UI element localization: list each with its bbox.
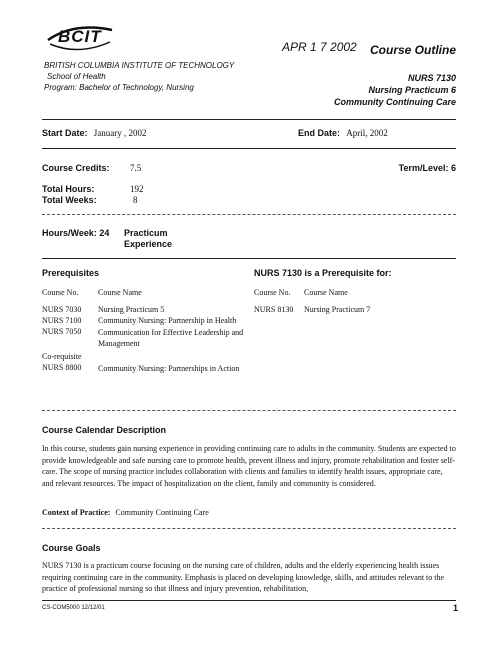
doc-title: Course Outline xyxy=(370,43,457,57)
footer-code: CS-COM5000 12/12/01 xyxy=(42,605,105,611)
course-name: Nursing Practicum 7 xyxy=(304,305,371,314)
context-value: Community Continuing Care xyxy=(115,508,209,517)
program-name: Program: Bachelor of Technology, Nursing xyxy=(44,83,194,92)
table-row xyxy=(42,305,81,314)
course-no: NURS 8130 xyxy=(254,305,294,314)
course-no: NURS 8800 xyxy=(42,363,82,372)
start-date xyxy=(42,128,147,138)
divider xyxy=(42,258,456,259)
institute-name: BRITISH COLUMBIA INSTITUTE OF TECHNOLOGY xyxy=(44,61,235,70)
course-name: Communication for Effective Leadership and Management xyxy=(98,328,244,348)
calendar-heading: Course Calendar Description xyxy=(42,425,167,435)
coreq-label: Co-requisite xyxy=(42,352,82,361)
weeks-label: Total Weeks: xyxy=(42,195,97,205)
page-number: 1 xyxy=(452,603,458,613)
context-label: Context of Practice: xyxy=(42,508,111,517)
bcit-logo xyxy=(44,20,116,54)
prereq-for-col-name: Course Name xyxy=(304,288,348,297)
term-level: Term/Level: 6 xyxy=(398,163,456,173)
received-stamp: APR 1 7 2002 xyxy=(282,40,357,54)
divider xyxy=(42,600,456,601)
credits-value: 7.5 xyxy=(130,163,142,173)
prereq-for-heading: NURS 7130 is a Prerequisite for: xyxy=(254,268,392,278)
school-name: School of Health xyxy=(47,72,106,81)
goals-body: NURS 7130 is a practicum course focusing on the nursing care of children, adults and the elderly experiencing health issues requiring continuing care in the community. Emphasis is placed on developing knowledge, skills, and attitudes relevant to the practice of professional nursing so that illness and injury prevention, rehabilitation, xyxy=(42,561,445,593)
start-date-value: January , 2002 xyxy=(93,128,147,138)
context-of-practice xyxy=(42,508,209,517)
prerequisites-heading: Prerequisites xyxy=(42,268,100,278)
course-name: Community Nursing: Partnerships in Action xyxy=(98,364,240,373)
divider xyxy=(42,410,456,411)
practicum-type-2: Experience xyxy=(124,239,173,249)
divider xyxy=(42,528,456,529)
logo-text: BCIT xyxy=(58,27,102,46)
hours-value: 192 xyxy=(130,184,144,194)
course-no: NURS 7030 xyxy=(42,305,82,314)
divider xyxy=(42,119,456,120)
end-date xyxy=(298,128,388,138)
prereq-col-no: Course No. xyxy=(42,288,79,297)
prereq-col-name: Course Name xyxy=(98,288,142,297)
weeks-value: 8 xyxy=(133,195,138,205)
course-name: Nursing Practicum 5 xyxy=(98,305,165,314)
course-code: NURS 7130 xyxy=(407,73,456,83)
course-name: Nursing Practicum 6 xyxy=(368,85,456,95)
hours-label: Total Hours: xyxy=(42,184,95,194)
end-date-label: End Date: xyxy=(298,128,341,138)
end-date-value: April, 2002 xyxy=(346,128,388,138)
course-no: NURS 7100 xyxy=(42,316,82,325)
goals-heading: Course Goals xyxy=(42,543,101,553)
start-date-label: Start Date: xyxy=(42,128,88,138)
credits-label: Course Credits: xyxy=(42,163,110,173)
divider xyxy=(42,148,456,149)
practicum-type-1: Practicum xyxy=(124,228,168,238)
prereq-for-col-no: Course No. xyxy=(254,288,291,297)
calendar-body: In this course, students gain nursing experience in providing continuing care to adults in the community. Students are expected to provide knowledgeable and safe nursing care to promote health, prevent illness and injury, promote rehabilitation and foster self-care. The scope of nursing practice includes collaboration with clients and families to identify health issues, appropriate care, and relevant resources. The impact of hospitalization on the client, family and community is considered. xyxy=(42,444,456,488)
hours-week-label: Hours/Week: 24 xyxy=(42,228,110,238)
course-no: NURS 7050 xyxy=(42,327,82,336)
course-name: Community Nursing: Partnership in Health xyxy=(98,316,237,325)
divider xyxy=(42,214,456,215)
course-focus: Community Continuing Care xyxy=(334,97,456,107)
